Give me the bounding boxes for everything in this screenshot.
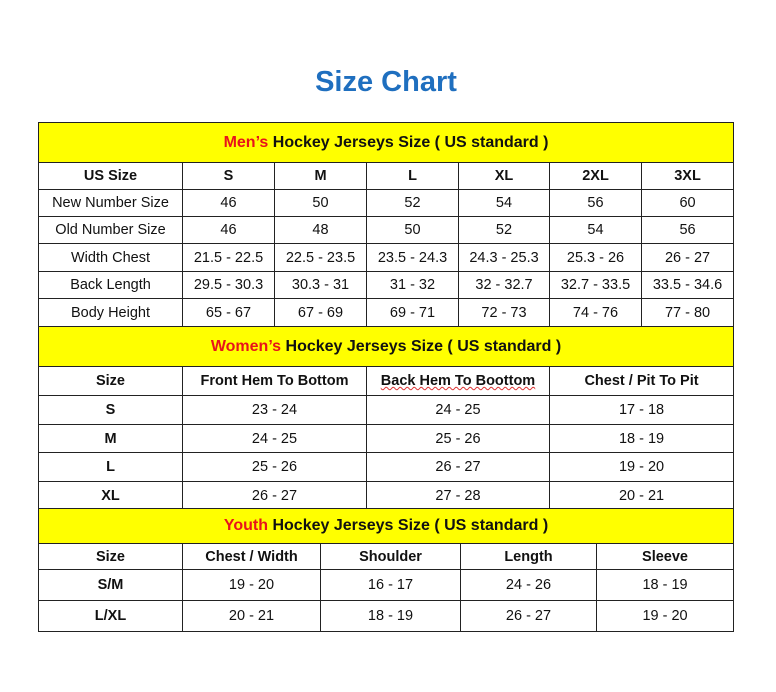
table-cell: 60: [642, 190, 734, 217]
table-cell: 18 - 19: [321, 601, 461, 632]
table-row: [39, 244, 734, 272]
column-header: Length: [461, 544, 597, 570]
heading-highlight: Women’s: [210, 337, 282, 355]
table-row: [39, 482, 734, 510]
table-cell: 54: [550, 217, 642, 244]
column-header: [367, 367, 550, 396]
column-header: Chest / Width: [183, 544, 321, 570]
table-cell: 25 - 26: [367, 425, 550, 453]
table-cell: 24.3 - 25.3: [459, 244, 550, 272]
column-header: L: [367, 163, 459, 190]
table-cell: 18 - 19: [550, 425, 734, 453]
column-header: Size: [39, 367, 183, 396]
table-row: [39, 190, 734, 217]
heading-text: Hockey Jerseys Size ( US standard ): [268, 517, 549, 534]
table-cell: 32.7 - 33.5: [550, 272, 642, 299]
table-cell: 22.5 - 23.5: [275, 244, 367, 272]
table-cell: 20 - 21: [550, 482, 734, 510]
table-cell: 52: [459, 217, 550, 244]
table-cell: 65 - 67: [183, 299, 275, 327]
table-cell: 27 - 28: [367, 482, 550, 510]
column-header: US Size: [39, 163, 183, 190]
table-cell: 26 - 27: [642, 244, 734, 272]
row-label: L/XL: [39, 601, 183, 632]
row-label: Width Chest: [39, 244, 183, 272]
table-row: [39, 299, 734, 327]
table-cell: 48: [275, 217, 367, 244]
table-cell: 56: [550, 190, 642, 217]
table-cell: 26 - 27: [461, 601, 597, 632]
table-cell: 67 - 69: [275, 299, 367, 327]
table-cell: 23 - 24: [183, 396, 367, 425]
table-cell: 56: [642, 217, 734, 244]
column-header: Front Hem To Bottom: [183, 367, 367, 396]
womens-section-heading: [39, 327, 734, 367]
table-cell: 52: [367, 190, 459, 217]
mens-size-table: [38, 122, 734, 327]
row-label: S/M: [39, 570, 183, 601]
table-row: [39, 272, 734, 299]
youth-size-table: [38, 508, 734, 632]
column-header-text: Back Hem To Boottom: [380, 373, 536, 389]
table-cell: 17 - 18: [550, 396, 734, 425]
table-row: [39, 570, 734, 601]
table-cell: 25.3 - 26: [550, 244, 642, 272]
table-row: [39, 453, 734, 482]
table-row: [39, 601, 734, 632]
table-cell: 20 - 21: [183, 601, 321, 632]
mens-section-heading: [39, 123, 734, 163]
table-cell: 24 - 25: [367, 396, 550, 425]
table-cell: 46: [183, 190, 275, 217]
column-header: Sleeve: [597, 544, 734, 570]
table-cell: 32 - 32.7: [459, 272, 550, 299]
table-cell: 19 - 20: [183, 570, 321, 601]
column-header: 3XL: [642, 163, 734, 190]
table-cell: 69 - 71: [367, 299, 459, 327]
table-row: [39, 217, 734, 244]
table-cell: 24 - 25: [183, 425, 367, 453]
table-cell: 33.5 - 34.6: [642, 272, 734, 299]
table-cell: 21.5 - 22.5: [183, 244, 275, 272]
table-cell: 19 - 20: [597, 601, 734, 632]
table-row: [39, 396, 734, 425]
table-cell: 26 - 27: [367, 453, 550, 482]
table-cell: 19 - 20: [550, 453, 734, 482]
column-header: 2XL: [550, 163, 642, 190]
table-cell: 16 - 17: [321, 570, 461, 601]
row-label: S: [39, 396, 183, 425]
row-label: XL: [39, 482, 183, 510]
row-label: Old Number Size: [39, 217, 183, 244]
table-cell: 31 - 32: [367, 272, 459, 299]
table-row: [39, 425, 734, 453]
row-label: Back Length: [39, 272, 183, 299]
column-header: Shoulder: [321, 544, 461, 570]
table-cell: 50: [367, 217, 459, 244]
table-cell: 72 - 73: [459, 299, 550, 327]
heading-text: Hockey Jerseys Size ( US standard ): [281, 337, 562, 355]
youth-section-heading: [39, 509, 734, 544]
womens-size-table: [38, 326, 734, 510]
heading-highlight: Men’s: [223, 133, 269, 151]
table-cell: 46: [183, 217, 275, 244]
table-cell: 24 - 26: [461, 570, 597, 601]
row-label: L: [39, 453, 183, 482]
column-header: M: [275, 163, 367, 190]
column-header: Size: [39, 544, 183, 570]
column-header: XL: [459, 163, 550, 190]
table-cell: 30.3 - 31: [275, 272, 367, 299]
row-label: Body Height: [39, 299, 183, 327]
column-header: S: [183, 163, 275, 190]
page-title: Size Chart: [315, 66, 457, 98]
table-cell: 77 - 80: [642, 299, 734, 327]
table-cell: 54: [459, 190, 550, 217]
table-cell: 25 - 26: [183, 453, 367, 482]
heading-highlight: Youth: [223, 517, 269, 534]
row-label: M: [39, 425, 183, 453]
heading-text: Hockey Jerseys Size ( US standard ): [268, 133, 549, 151]
column-header: Chest / Pit To Pit: [550, 367, 734, 396]
table-cell: 29.5 - 30.3: [183, 272, 275, 299]
row-label: New Number Size: [39, 190, 183, 217]
table-cell: 26 - 27: [183, 482, 367, 510]
table-cell: 74 - 76: [550, 299, 642, 327]
table-cell: 23.5 - 24.3: [367, 244, 459, 272]
table-cell: 18 - 19: [597, 570, 734, 601]
table-cell: 50: [275, 190, 367, 217]
